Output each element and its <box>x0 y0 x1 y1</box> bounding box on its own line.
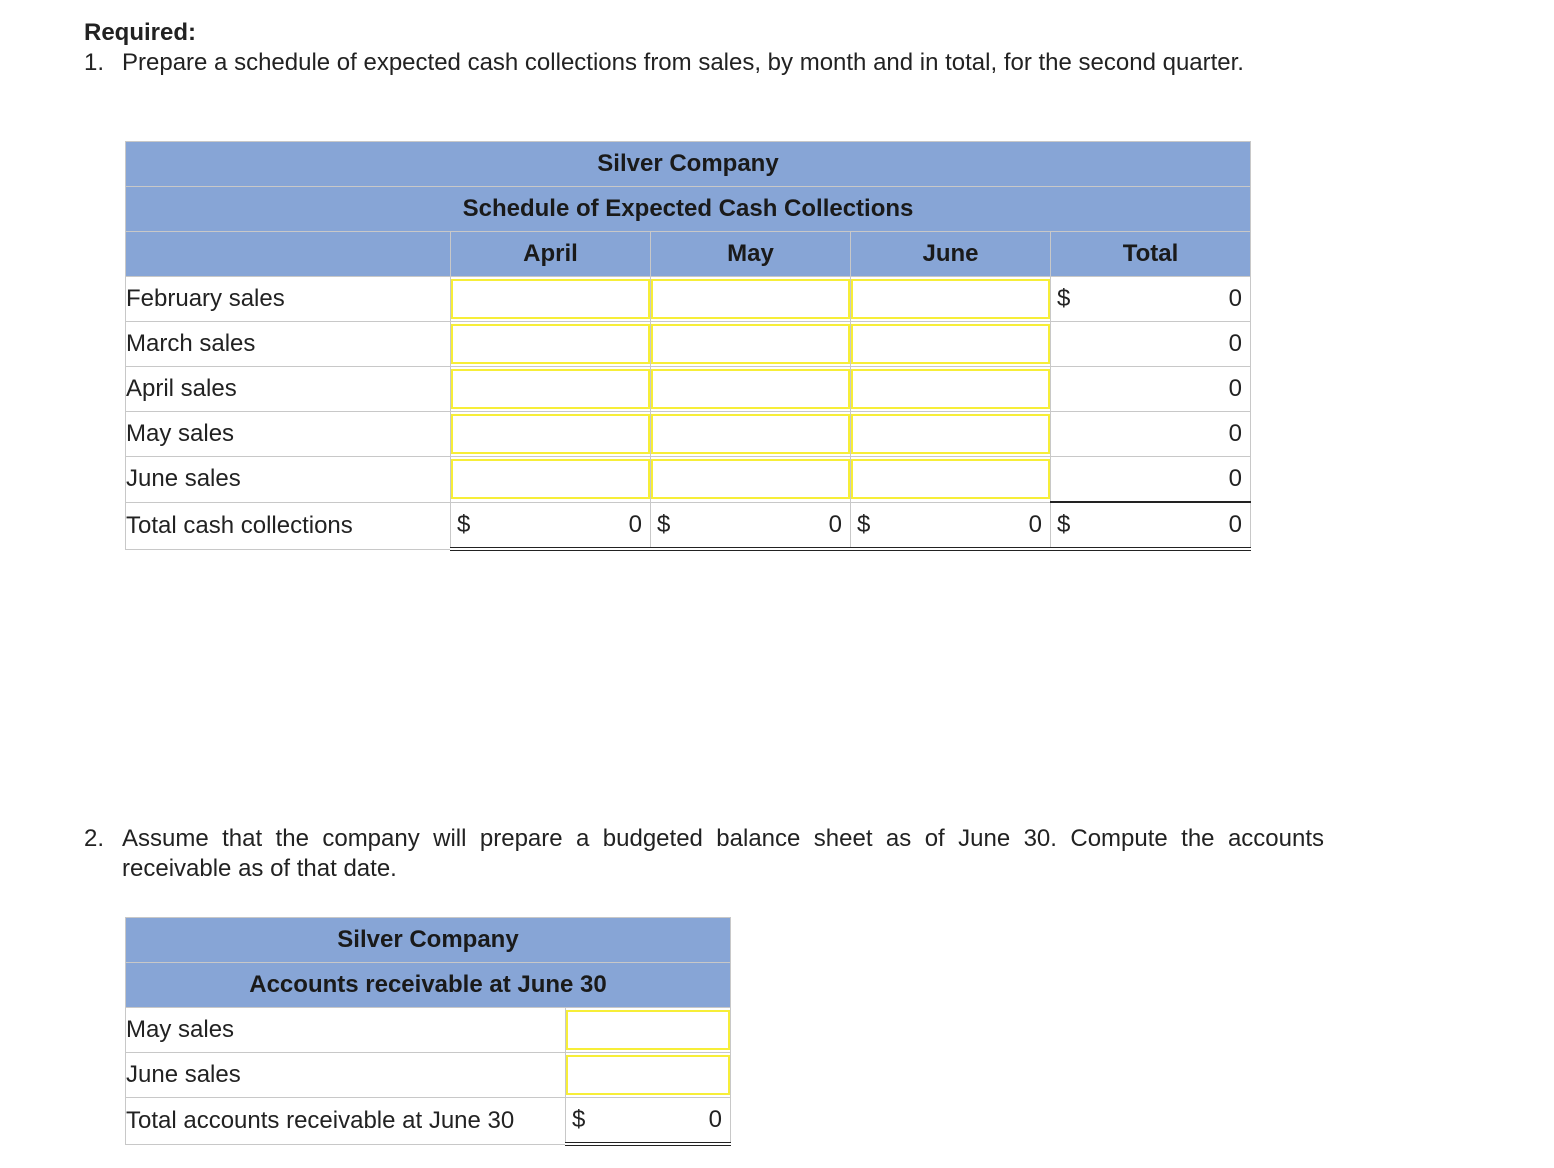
april-may-input[interactable] <box>651 369 850 409</box>
may-total-value: 0 <box>1228 420 1242 447</box>
march-june-input[interactable] <box>851 324 1050 364</box>
currency-symbol: $ <box>457 510 471 538</box>
table-row-may <box>126 412 1251 457</box>
receivable-company-name: Silver Company <box>126 918 731 963</box>
question-1-block <box>84 18 1324 78</box>
currency-symbol: $ <box>1057 285 1071 312</box>
table-row-receivable-may <box>126 1008 731 1053</box>
total-april-cell <box>451 502 651 549</box>
question-2 <box>84 824 1324 884</box>
table-row-february <box>126 277 1251 322</box>
march-april-input[interactable] <box>451 324 650 364</box>
receivable-total-cell <box>566 1098 731 1145</box>
row-label: June sales <box>126 457 451 503</box>
currency-symbol: $ <box>1057 511 1071 538</box>
february-april-input[interactable] <box>451 279 650 319</box>
row-label: May sales <box>126 1008 566 1053</box>
may-total-cell <box>1051 412 1251 457</box>
table-row-march <box>126 322 1251 367</box>
march-may-input[interactable] <box>651 324 850 364</box>
column-header-total: Total <box>1051 232 1251 277</box>
june-total-cell <box>1051 457 1251 503</box>
question-2-block <box>84 824 1324 884</box>
march-total-cell <box>1051 322 1251 367</box>
row-label: March sales <box>126 322 451 367</box>
currency-symbol: $ <box>572 1106 586 1133</box>
april-april-input[interactable] <box>451 369 650 409</box>
table-row-june <box>126 457 1251 503</box>
question-2-number: 2. <box>84 825 105 852</box>
cash-collections-table <box>125 141 1251 551</box>
total-june-value: 0 <box>1028 510 1042 538</box>
currency-symbol: $ <box>857 510 871 538</box>
june-may-input[interactable] <box>651 459 850 499</box>
column-header-may: May <box>651 232 851 277</box>
may-april-input[interactable] <box>451 414 650 454</box>
february-total-cell <box>1051 277 1251 322</box>
schedule-header-blank <box>126 232 451 277</box>
total-total-cell <box>1051 502 1251 549</box>
may-may-input[interactable] <box>651 414 850 454</box>
february-june-input[interactable] <box>851 279 1050 319</box>
total-total-value: 0 <box>1228 511 1242 538</box>
question-2-text: Assume that the company will prepare a budgeted balance sheet as of June 30. Compute the accounts receivable as of that date. <box>122 825 1324 882</box>
table-row-receivable-june <box>126 1053 731 1098</box>
june-april-input[interactable] <box>451 459 650 499</box>
row-label: February sales <box>126 277 451 322</box>
total-june-cell <box>851 502 1051 549</box>
question-1-number: 1. <box>84 49 105 76</box>
receivable-total-label: Total accounts receivable at June 30 <box>126 1098 566 1145</box>
february-total-value: 0 <box>1228 285 1242 312</box>
april-total-cell <box>1051 367 1251 412</box>
accounts-receivable-table <box>125 917 731 1146</box>
schedule-title: Schedule of Expected Cash Collections <box>126 187 1251 232</box>
table-row-april <box>126 367 1251 412</box>
total-may-value: 0 <box>828 510 842 538</box>
currency-symbol: $ <box>657 510 671 538</box>
required-heading: Required: <box>84 19 197 46</box>
june-total-value: 0 <box>1228 465 1242 492</box>
may-june-input[interactable] <box>851 414 1050 454</box>
row-label: April sales <box>126 367 451 412</box>
row-label: June sales <box>126 1053 566 1098</box>
february-may-input[interactable] <box>651 279 850 319</box>
april-total-value: 0 <box>1228 375 1242 402</box>
total-may-cell <box>651 502 851 549</box>
receivable-june-input[interactable] <box>566 1055 730 1095</box>
june-june-input[interactable] <box>851 459 1050 499</box>
total-row-label: Total cash collections <box>126 502 451 549</box>
question-1-text: Prepare a schedule of expected cash collections from sales, by month and in total, for the second quarter. <box>122 49 1244 76</box>
table-row-receivable-total <box>126 1098 731 1145</box>
receivable-total-value: 0 <box>708 1106 722 1133</box>
table-row-total <box>126 502 1251 549</box>
april-june-input[interactable] <box>851 369 1050 409</box>
question-1 <box>84 48 1324 78</box>
receivable-title: Accounts receivable at June 30 <box>126 963 731 1008</box>
receivable-may-input[interactable] <box>566 1010 730 1050</box>
column-header-june: June <box>851 232 1051 277</box>
schedule-company-name: Silver Company <box>126 142 1251 187</box>
row-label: May sales <box>126 412 451 457</box>
march-total-value: 0 <box>1228 330 1242 357</box>
column-header-april: April <box>451 232 651 277</box>
total-april-value: 0 <box>628 510 642 538</box>
